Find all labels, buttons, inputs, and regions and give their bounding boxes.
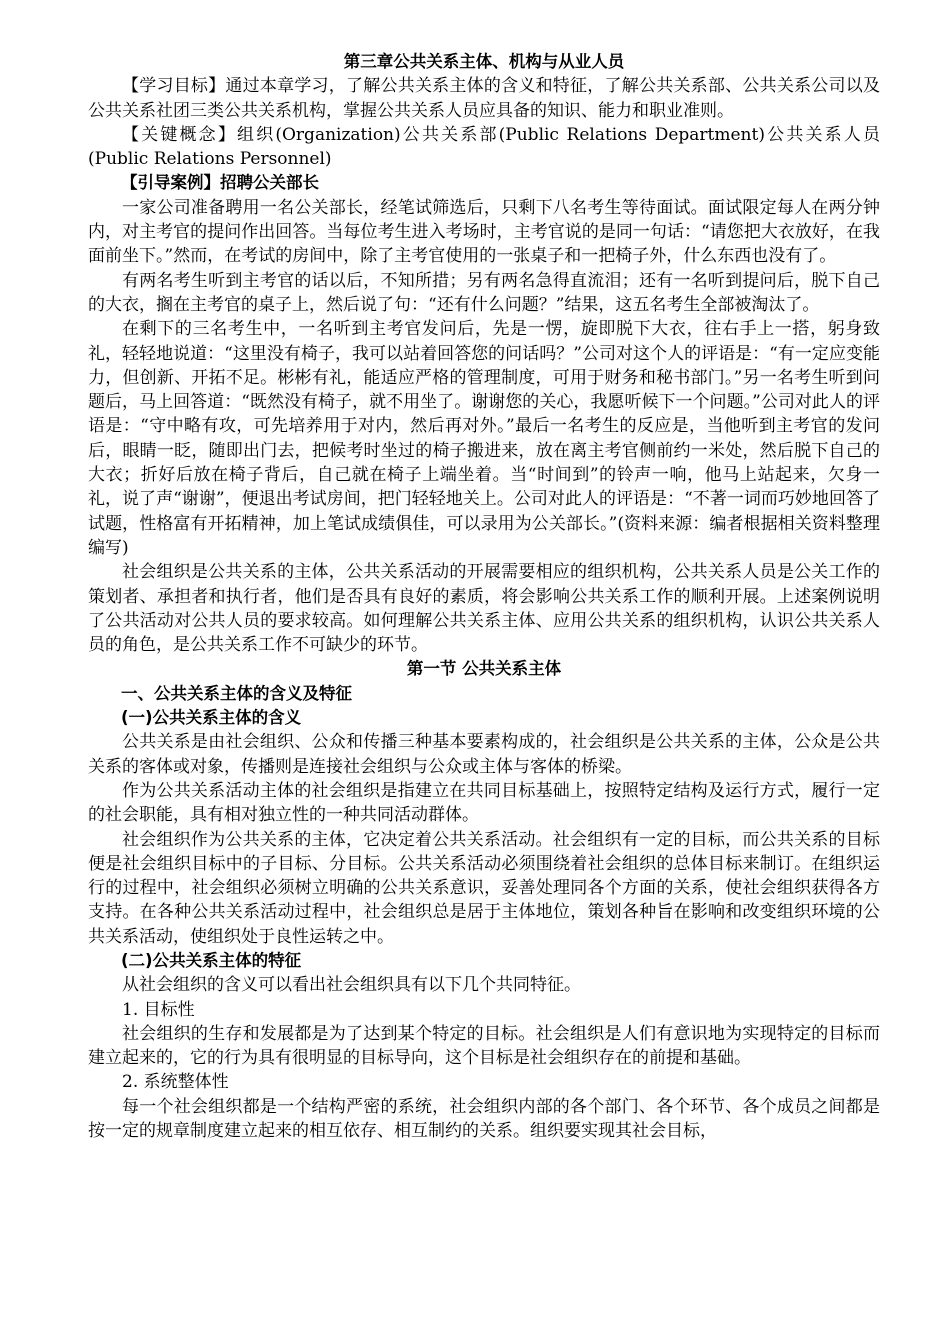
subheading-2: (二)公共关系主体的特征 — [121, 950, 302, 970]
learning-objectives: 【学习目标】通过本章学习，了解公共关系主体的含义和特征，了解公共关系部、公共关系公司以及公共关系社团三类公共关系机构，掌握公共关系人员应具备的知识、能力和职业准则。 — [88, 76, 880, 121]
section-title: 第一节 公共关系主体 — [406, 659, 562, 679]
case-paragraph: 有两名考生听到主考官的话以后，不知所措；另有两名急得直流泪；还有一名听到提问后，脱下自己的大衣，搁在主考官的桌子上，然后说了句：“还有什么问题？”结果，这五名考生全部被淘汰了。 — [88, 270, 880, 315]
body-paragraph: 每一个社会组织都是一个结构严密的系统，社会组织内部的各个部门、各个环节、各个成员之间都是按一定的规章制度建立起来的相互依存、相互制约的关系。组织要实现其社会目标， — [88, 1096, 880, 1142]
body-paragraph: 社会组织作为公共关系的主体，它决定着公共关系活动。社会组织有一定的目标，而公共关系的目标便是社会组织目标中的子目标、分目标。公共关系活动必须围绕着社会组织的总体目标来制订。在组织运行的过程中，社会组织必须树立明确的公共关系意识，妥善处理同各个方面的关系，使社会组织获得各方支持。在各种公共关系活动过程中，社会组织总是居于主体地位，策划各种旨在影响和改变组织环境的公共关系活动，使组织处于良性运转之中。 — [88, 829, 880, 947]
body-paragraph: 作为公共关系活动主体的社会组织是指建立在共同目标基础上，按照特定结构及运行方式，履行一定的社会职能，具有相对独立性的一种共同活动群体。 — [88, 780, 880, 826]
body-paragraph: 从社会组织的含义可以看出社会组织具有以下几个共同特征。 — [122, 975, 581, 996]
body-paragraph: 公共关系是由社会组织、公众和传播三种基本要素构成的，社会组织是公共关系的主体，公众是公共关系的客体或对象，传播则是连接社会组织与公众或主体与客体的桥梁。 — [88, 732, 880, 777]
case-paragraph: 一家公司准备聘用一名公关部长，经笔试筛选后，只剩下八名考生等待面试。面试限定每人在两分钟内，对主考官的提问作出回答。当每位考生进入考场时，主考官说的是同一句话：“请您把大衣放好，在我面前坐下。”然而，在考试的房间中，除了主考官使用的一张桌子和一把椅子外，什么东西也没有了。 — [88, 197, 880, 267]
key-concepts: 【关键概念】组织(Organization)公共关系部(Public Relations Department)公共关系人员(Public Relations Personnel) — [88, 124, 880, 170]
chapter-title: 第三章公共关系主体、机构与从业人员 — [343, 52, 625, 71]
heading-1: 一、公共关系主体的含义及特征 — [121, 683, 352, 703]
case-title: 【引导案例】招聘公关部长 — [121, 173, 319, 193]
item-title-2: 2. 系统整体性 — [122, 1072, 229, 1093]
case-paragraph: 社会组织是公共关系的主体，公共关系活动的开展需要相应的组织机构，公共关系人员是公关工作的策划者、承担者和执行者，他们是否具有良好的素质，将会影响公共关系工作的顺利开展。上述案例说明了公共活动对公共人员的要求较高。如何理解公共关系主体、应用公共关系的组织机构，认识公共关系人员的角色，是公共关系工作不可缺少的环节。 — [88, 562, 880, 656]
body-paragraph: 社会组织的生存和发展都是为了达到某个特定的目标。社会组织是人们有意识地为实现特定的目标而建立起来的，它的行为具有很明显的目标导向，这个目标是社会组织存在的前提和基础。 — [88, 1023, 880, 1069]
case-paragraph: 在剩下的三名考生中，一名听到主考官发问后，先是一愣，旋即脱下大衣，往右手上一搭，躬身致礼，轻轻地说道：“这里没有椅子，我可以站着回答您的问话吗？”公司对这个人的评语是：“有一定应变能力，但创新、开拓不足。彬彬有礼，能适应严格的管理制度，可用于财务和秘书部门。”另一名考生听到问题后，马上回答道：“既然没有椅子，就不用坐了。谢谢您的关心，我愿听候下一个问题。”公司对此人的评语是：“守中略有攻，可先培养用于对内，然后再对外。”最后一名考生的反应是，当他听到主考官的发问后，眼睛一眨，随即出门去，把候考时坐过的椅子搬进来，放在离主考官侧前约一米处，然后脱下自己的大衣；折好后放在椅子背后，自己就在椅子上端坐着。当“时间到”的铃声一响，他马上站起来，欠身一礼，说了声“谢谢”，便退出考试房间，把门轻轻地关上。公司对此人的评语是：“不著一词而巧妙地回答了试题，性格富有开拓精神，加上笔试成绩俱佳，可以录用为公关部长。”(资料来源：编者根据相关资料整理编写) — [88, 319, 880, 558]
document-page — [88, 50, 880, 1143]
item-title-1: 1. 目标性 — [122, 999, 195, 1020]
subheading-1: (一)公共关系主体的含义 — [121, 708, 302, 728]
